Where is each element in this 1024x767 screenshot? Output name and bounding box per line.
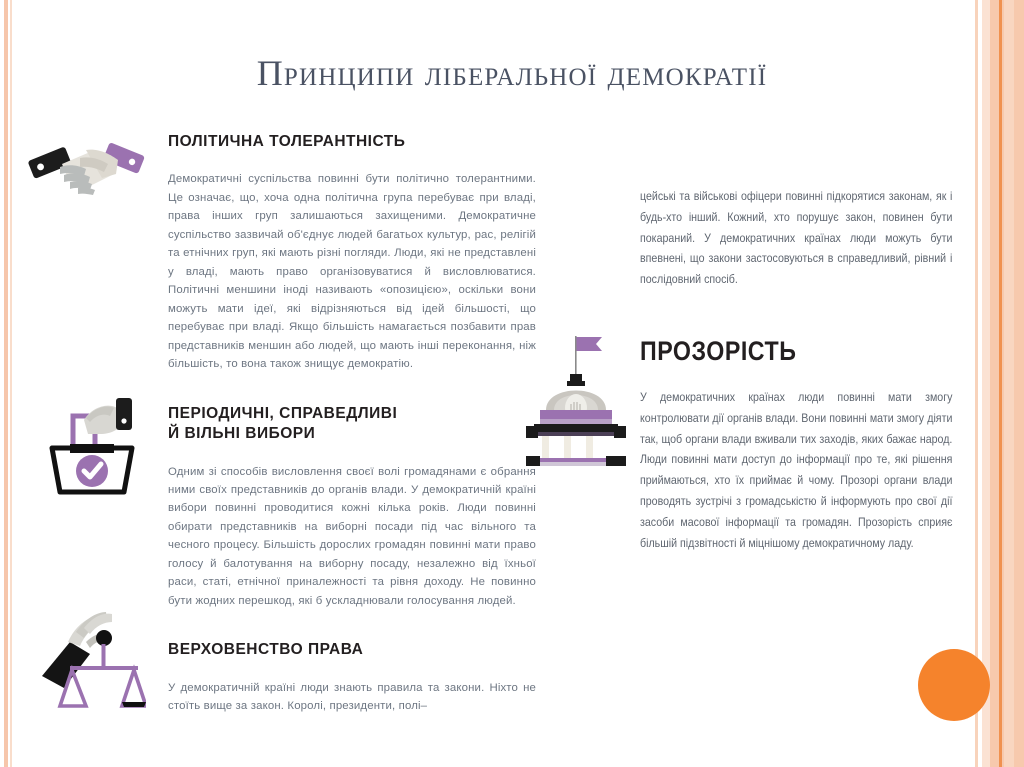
section-body-political-tolerance: Демократичні суспільства повинні бути політично толерантними. Це означає, що, хоча одна політична група перебуває при владі, права інших груп залишаються захищеними. Демократичне суспільство зазвичай об'єднує людей багатьох культур, рас, релігій та етнічних груп, які мають різні погляди. Люди, які не представлені у владі, мають право організовуватися й висловлюватися. Політичні меншини іноді називають «опозицією», оскільки вони можуть мати ідеї, які відрізняються від ідей більшості, що перебуває при владі. Якщо більшість намагається позбавити прав представників меншин або людей, що мають інші переконання, ніж більшість, то вона також знищує демократію. [168,173,536,371]
heading-line-2: Й ВІЛЬНІ ВИБОРИ [168,425,316,443]
left-accent-stripe [4,0,8,767]
section-body-rule-of-law: У демократичній країні люди знають правила та закони. Ніхто не стоїть вище за закон. Королі, президенти, полі– [168,681,536,713]
rule-of-law-continuation-body: цейські та військові офіцери повинні підкорятися законам, як і будь-хто інший. Кожний, хто порушує закон, повинен бути покараний. У демократичних країнах люди можуть бути впевнені, що закони застосовуються в справедливий, рівний і послідовний спосіб. [640,189,953,287]
orange-circle-decoration [918,649,990,721]
section-body-transparency: У демократичних країнах люди повинні мати змогу контролювати дії органів влади. Вони повинні мати змогу діяти так, щоб органи влади вживали тих заходів, яких бажає народ. Люди повинні мати доступ до інформації про те, які рішення приймаються, хто їх приймає й чому. Прозорі органи влади проводять зустрічі з громадськістю й інформують про свої дії засоби масової інформації та громадян. Прозорість сприяє більшій підзвітності й міцнішому демократичному ладу. [640,389,953,550]
left-accent-stripe-thin [10,0,12,767]
section-political-tolerance [168,132,536,374]
left-column [168,132,536,716]
section-heading-transparency: ПРОЗОРІСТЬ [640,335,797,366]
right-accent-band-soft [982,0,990,767]
right-accent-line-outer [975,0,978,767]
section-heading-political-tolerance: ПОЛІТИЧНА ТОЛЕРАНТНІСТЬ [168,133,406,150]
handshake-icon [28,134,146,204]
section-free-elections [168,404,536,611]
section-body-free-elections: Одним зі способів висловлення своєї волі громадянами є обрання ними своїх представників до органів влади. У демократичній країні вибори повинні проводитися кожні кілька років. Люди повинні обирати представників на виборні посади під час вільного та чесного процесу. Більшість дорослих громадян повинні мати право голосу й балотування на виборну посаду, незалежно від їхньої раси, статі, етнічної приналежності та рівня доходу. Не повинно бути жодних перешкод, які б ускладнювали голосування людей. [168,465,536,607]
page-title: Принципи ліберальної демократії [256,53,768,93]
ballot-box-icon [40,392,144,498]
capitol-building-icon [526,328,626,470]
heading-line-1: ПЕРІОДИЧНІ, СПРАВЕДЛИВІ [168,404,398,422]
section-heading-free-elections [168,404,536,445]
right-accent-line-inner [1004,0,1014,767]
section-rule-of-law [168,640,536,715]
scales-of-justice-icon [34,602,146,714]
right-column [640,186,952,553]
right-accent-line-orange [999,0,1002,767]
section-transparency [640,336,952,553]
section-heading-rule-of-law: ВЕРХОВЕНСТВО ПРАВА [168,641,364,659]
